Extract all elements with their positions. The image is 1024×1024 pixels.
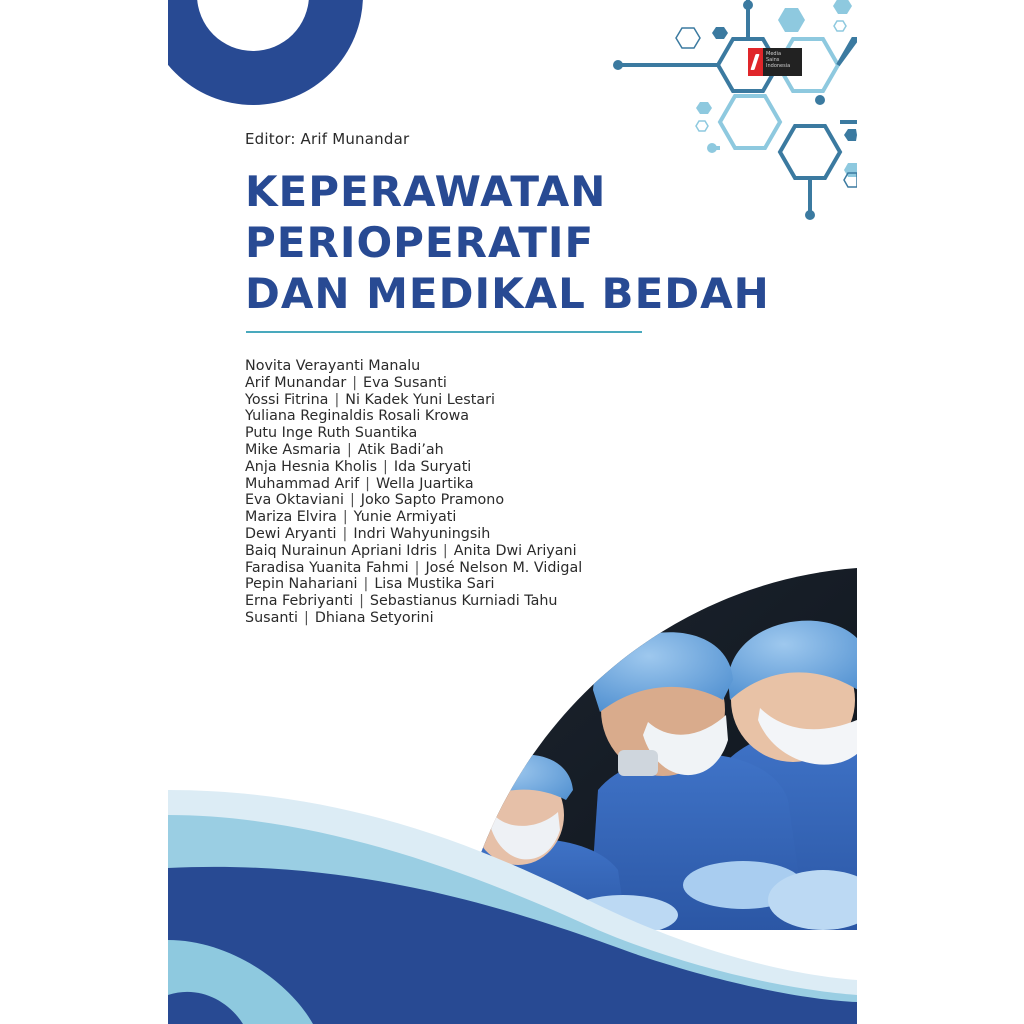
title-line: DAN MEDIKAL BEDAH [245,269,770,318]
author-name: Anita Dwi Ariyani [453,542,577,559]
author-name: Dhiana Setyorini [314,609,434,626]
author-separator: | [442,542,448,559]
author-separator: | [342,509,348,526]
author-separator: | [414,559,420,576]
author-name: Mariza Elvira [245,509,337,526]
author-name: Pepin Nahariani [245,576,358,593]
author-name: Joko Sapto Pramono [360,492,505,509]
author-name: Novita Verayanti Manalu [245,358,421,374]
author-separator: | [383,458,388,475]
author-name: Arif Munandar [245,374,347,391]
author-name: Muhammad Arif [245,475,360,492]
title-line: KEPERAWATAN [245,167,607,216]
title-line: PERIOPERATIF [245,218,595,267]
author-name: José Nelson M. Vidigal [425,559,583,576]
author-name: Yossi Fitrina [245,391,329,408]
author-name: Ida Suryati [393,458,472,475]
author-name: Dewi Aryanti [245,525,337,542]
author-separator: | [304,609,309,626]
book-cover [168,0,857,1024]
author-name: Sebastianus Kurniadi Tahu [369,593,558,610]
author-name: Erna Febriyanti [245,593,354,610]
author-name: Putu Inge Ruth Suantika [245,425,418,442]
author-name: Yuliana Reginaldis Rosali Krowa [245,408,470,425]
author-separator: | [346,441,352,458]
author-name: Indri Wahyuningsih [353,525,491,542]
author-name: Yunie Armiyati [353,509,457,526]
author-separator: | [349,492,355,509]
author-name: Eva Susanti [363,374,447,391]
author-separator: | [352,374,358,391]
author-name: Susanti [245,609,298,626]
author-name: Wella Juartika [375,475,474,492]
publisher-logo-text: Media Sains Indonesia [763,48,802,76]
author-separator: | [359,593,364,610]
author-separator: | [363,576,369,593]
author-name: Baiq Nurainun Apriani Idris [245,542,437,559]
author-name: Faradisa Yuanita Fahmi [245,559,409,576]
author-name: Atik Badi’ah [357,441,444,458]
author-separator: | [334,391,340,408]
surgeons-photo [168,0,857,1024]
author-separator: | [342,525,348,542]
author-name: Eva Oktaviani [245,492,344,509]
author-name: Ni Kadek Yuni Lestari [345,391,495,408]
author-separator: | [365,475,370,492]
editor-credit: Editor: Arif Munandar [245,130,410,148]
author-name: Mike Asmaria [245,441,341,458]
author-name: Anja Hesnia Kholis [245,458,378,475]
author-name: Lisa Mustika Sari [374,576,495,593]
